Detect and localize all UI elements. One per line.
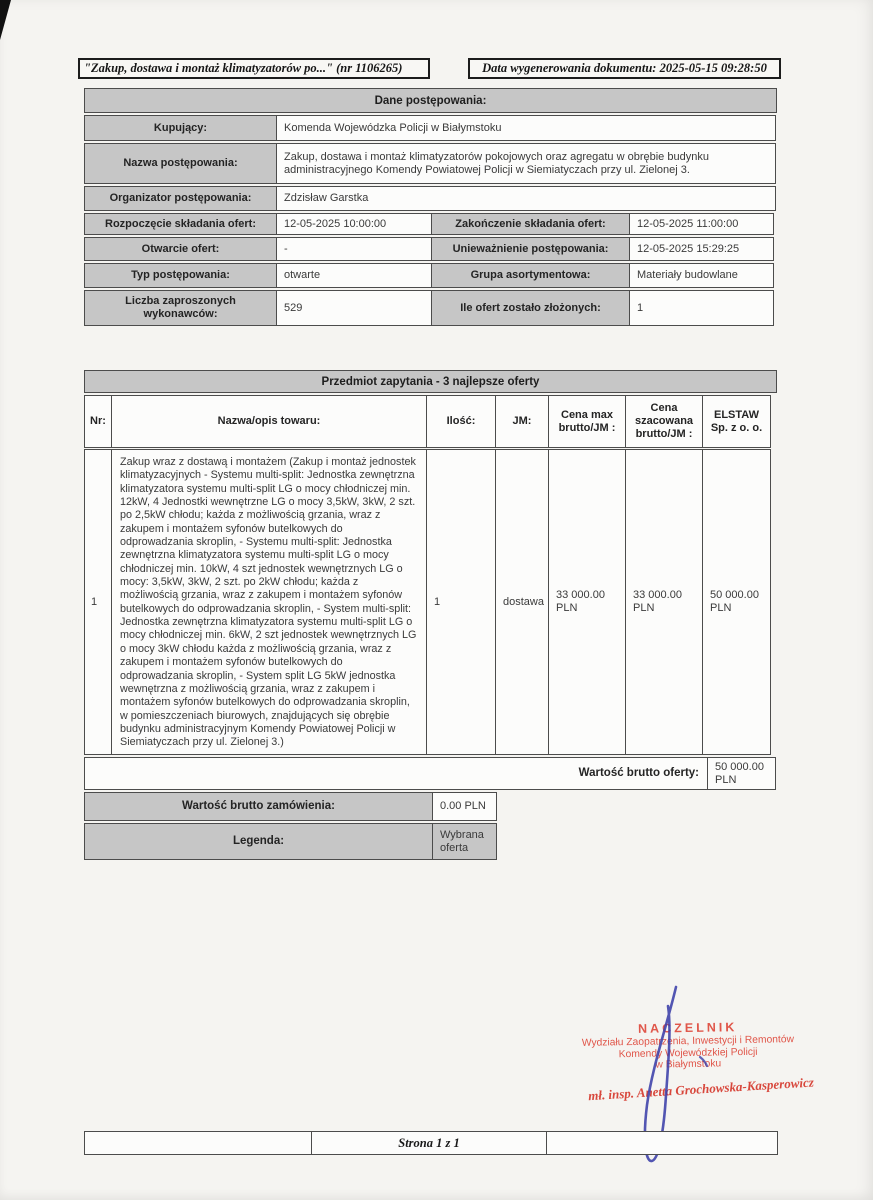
col-header-cena-max: Cena max brutto/JM :: [548, 395, 626, 448]
cell-opis-towaru: Zakup wraz z dostawą i montażem (Zakup i montaż jednostek klimatyzacyjnych - Systemu multi-split: Jednostka zewnętrzna klimatyzatora systemu multi-split LG o mocy chłodniczej min. 12kW, 4 Jednostki wewnętrzne LG o mocy 3,5kW, 3kW, 2 szt. po 2,5kW chłodu; każda z możliwością grzania, wraz z zakupem i montażem syfonów butelkowych do odprowadzania skroplin, - Systemu multi-split: Jednostka zewnętrzna klimatyzatora systemu multi-split LG o mocy chłodniczej min. 10kW, 4 szt jednostek wewnętrznych LG o mocy: 3,5kW, 3kW, 2 szt. po 2kW chłodu; każda z możliwością grzania, wraz z zakupem i montażem syfonów butelkowych do odprowadzania skroplin, - System multi-split: Jednostka zewnętrzna klimatyzatora systemu multi-split LG o mocy chłodniczej min. 6kW, 2 szt jednostek wewnętrznych LG o mocy 3kW chłodu każda z możliwością grzania, wraz z zakupem i montażem syfonów butelkowych do odprowadzania skroplin, - System split LG 5kW jednostka wewnętrzna z możliwością grzania, wraz z zakupem i montażem syfonów butelkowych do odprowadzania skroplin, w pomieszczeniach biurowych, znajdujących się obrębie budynku administracyjnym Komendy Powiatowej Policji w Siemiatyczach przy ul. Zielonej 3.): [111, 449, 427, 755]
col-header-nazwa: Nazwa/opis towaru:: [111, 395, 427, 448]
footer-cell-right: [546, 1131, 778, 1155]
label-liczba-zaproszonych: Liczba zaproszonych wykonawców:: [84, 290, 277, 326]
label-organizator: Organizator postępowania:: [84, 186, 277, 211]
value-rozpoczecie: 12-05-2025 10:00:00: [276, 213, 432, 235]
cell-ilosc: 1: [426, 449, 496, 755]
col-header-nr: Nr:: [84, 395, 112, 448]
stamp-line: Wydziału Zaopatrzenia, Inwestycji i Remontów: [581, 1034, 795, 1049]
value-zakonczenie: 12-05-2025 11:00:00: [629, 213, 774, 235]
value-organizator: Zdzisław Garstka: [276, 186, 776, 211]
table-row: [84, 88, 777, 113]
value-uniewaznienie: 12-05-2025 15:29:25: [629, 237, 774, 261]
col-header-elstaw: ELSTAW Sp. z o. o.: [702, 395, 771, 448]
stamp-signatory-name: mł. insp. Anetta Grochowska-Kasperowicz: [587, 1074, 815, 1104]
table-row: [84, 792, 498, 821]
label-wartosc-brutto-oferty: Wartość brutto oferty:: [84, 757, 708, 790]
label-rozpoczecie: Rozpoczęcie składania ofert:: [84, 213, 277, 235]
table-przedmiot-zapytania: [84, 370, 777, 792]
table-summary: [84, 792, 777, 862]
label-typ: Typ postępowania:: [84, 263, 277, 288]
label-grupa: Grupa asortymentowa:: [431, 263, 630, 288]
footer-cell-left: [84, 1131, 312, 1155]
page-number: Strona 1 z 1: [311, 1131, 547, 1155]
footer-table: [84, 1131, 780, 1155]
value-nazwa-postepowania: Zakup, dostawa i montaż klimatyzatorów pokojowych oraz agregatu w obrębie budynku administracyjnego Komendy Powiatowej Policji w Siemiatyczach przy ul. Zielonej 3.: [276, 143, 776, 184]
generation-date: Data wygenerowania dokumentu: 2025-05-15 09:28:50: [482, 61, 767, 75]
legend-wybrana-oferta-swatch: Wybrana oferta: [432, 823, 497, 860]
label-otwarcie: Otwarcie ofert:: [84, 237, 277, 261]
label-nazwa-postepowania: Nazwa postępowania:: [84, 143, 277, 184]
col-header-jm: JM:: [495, 395, 549, 448]
col-header-cena-szacowana: Cena szacowana brutto/JM :: [625, 395, 703, 448]
table-header-row: [84, 395, 777, 448]
value-typ: otwarte: [276, 263, 432, 288]
label-ile-ofert: Ile ofert zostało złożonych:: [431, 290, 630, 326]
value-otwarcie: -: [276, 237, 432, 261]
table-row: [84, 213, 777, 235]
table-dane-postepowania: [84, 88, 777, 328]
value-liczba-zaproszonych: 529: [276, 290, 432, 326]
cell-nr: 1: [84, 449, 112, 755]
document-title-box: [78, 58, 430, 79]
stamp-line: w Białymstoku: [655, 1058, 722, 1071]
table-row: [84, 370, 777, 393]
generation-date-box: [468, 58, 781, 79]
label-kupujacy: Kupujący:: [84, 115, 277, 141]
stamp-title: NACZELNIK: [637, 1020, 738, 1036]
table-row: [84, 290, 777, 326]
label-legenda: Legenda:: [84, 823, 433, 860]
value-wartosc-brutto-zamowienia: 0.00 PLN: [432, 792, 497, 821]
value-grupa: Materiały budowlane: [629, 263, 774, 288]
table-row: [84, 757, 777, 790]
table-row: [84, 449, 777, 755]
col-header-ilosc: Ilość:: [426, 395, 496, 448]
section-title: Przedmiot zapytania - 3 najlepsze oferty: [84, 370, 777, 393]
table-row: [84, 823, 498, 860]
table-row: [84, 263, 777, 288]
table-row: [84, 186, 777, 211]
table-row: [84, 237, 777, 261]
label-uniewaznienie: Unieważnienie postępowania:: [431, 237, 630, 261]
cell-jm: dostawa: [495, 449, 549, 755]
official-stamp: [538, 1019, 839, 1073]
value-ile-ofert: 1: [629, 290, 774, 326]
table-row: [84, 143, 777, 184]
stamp-line: Komendy Wojewódzkiej Policji: [618, 1046, 758, 1060]
cell-cena-max: 33 000.00 PLN: [548, 449, 626, 755]
scan-corner-artifact: [0, 0, 11, 40]
label-wartosc-brutto-zamowienia: Wartość brutto zamówienia:: [84, 792, 433, 821]
label-zakonczenie: Zakończenie składania ofert:: [431, 213, 630, 235]
document-title: "Zakup, dostawa i montaż klimatyzatorów po..." (nr 1106265): [84, 61, 403, 75]
cell-cena-elstaw: 50 000.00 PLN: [702, 449, 771, 755]
value-kupujacy: Komenda Wojewódzka Policji w Białymstoku: [276, 115, 776, 141]
section-title: Dane postępowania:: [84, 88, 777, 113]
cell-cena-szacowana: 33 000.00 PLN: [625, 449, 703, 755]
table-row: [84, 115, 777, 141]
value-wartosc-brutto-oferty: 50 000.00 PLN: [707, 757, 776, 790]
